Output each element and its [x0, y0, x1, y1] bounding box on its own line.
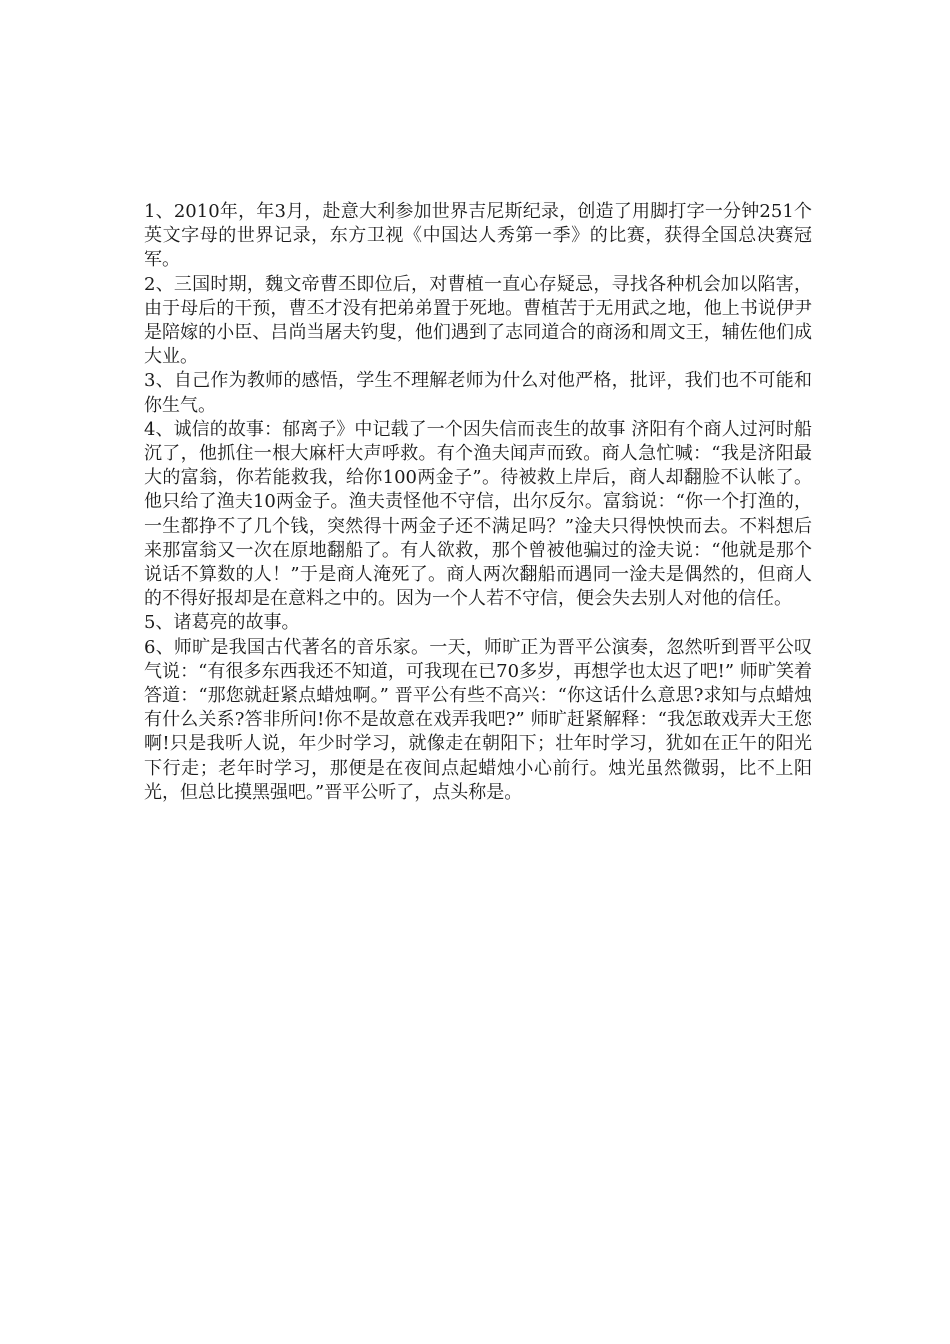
- paragraph-3: 3、自己作为教师的感悟，学生不理解老师为什么对他严格，批评，我们也不可能和你生气。: [144, 370, 812, 416]
- document-body: [144, 200, 812, 805]
- paragraph-1: 1、2010年，年3月，赴意大利参加世界吉尼斯纪录，创造了用脚打字一分钟251个英文字母的世界记录，东方卫视《中国达人秀第一季》的比赛，获得全国总决赛冠军。: [144, 201, 812, 271]
- paragraph-5: 5、诸葛亮的故事。: [144, 612, 300, 634]
- paragraph-2: 2、三国时期，魏文帝曹丕即位后，对曹植一直心存疑忌，寻找各种机会加以陷害，由于母后的干预，曹丕才没有把弟弟置于死地。曹植苦于无用武之地，他上书说伊尹是陪嫁的小臣、吕尚当屠夫钓叟，他们遇到了志同道合的商汤和周文王，辅佐他们成大业。: [144, 273, 812, 368]
- paragraph-4: 4、诚信的故事：郁离子》中记载了一个因失信而丧生的故事 济阳有个商人过河时船沉了，他抓住一根大麻杆大声呼救。有个渔夫闻声而致。商人急忙喊：“我是济阳最大的富翁，你若能救我，给你100两金子”。待被救上岸后，商人却翻脸不认帐了。他只给了渔夫10两金子。渔夫责怪他不守信，出尔反尔。富翁说：“你一个打渔的，一生都挣不了几个钱，突然得十两金子还不满足吗？”淦夫只得怏怏而去。不料想后来那富翁又一次在原地翻船了。有人欲救，那个曾被他骗过的淦夫说：“他就是那个说话不算数的人！”于是商人淹死了。商人两次翻船而遇同一淦夫是偶然的，但商人的不得好报却是在意料之中的。因为一个人若不守信，便会失去别人对他的信任。: [144, 418, 812, 610]
- paragraph-6: 6、师旷是我国古代著名的音乐家。一天，师旷正为晋平公演奏，忽然听到晋平公叹气说：“有很多东西我还不知道，可我现在已70多岁，再想学也太迟了吧!” 师旷笑着答道：“那您就赶紧点蜡烛啊。” 晋平公有些不高兴：“你这话什么意思?求知与点蜡烛有什么关系?答非所问!你不是故意在戏弄我吧?” 师旷赶紧解释：“我怎敢戏弄大王您啊!只是我听人说，年少时学习，就像走在朝阳下；壮年时学习，犹如在正午的阳光下行走；老年时学习，那便是在夜间点起蜡烛小心前行。烛光虽然微弱，比不上阳光，但总比摸黑强吧。”晋平公听了，点头称是。: [144, 636, 812, 803]
